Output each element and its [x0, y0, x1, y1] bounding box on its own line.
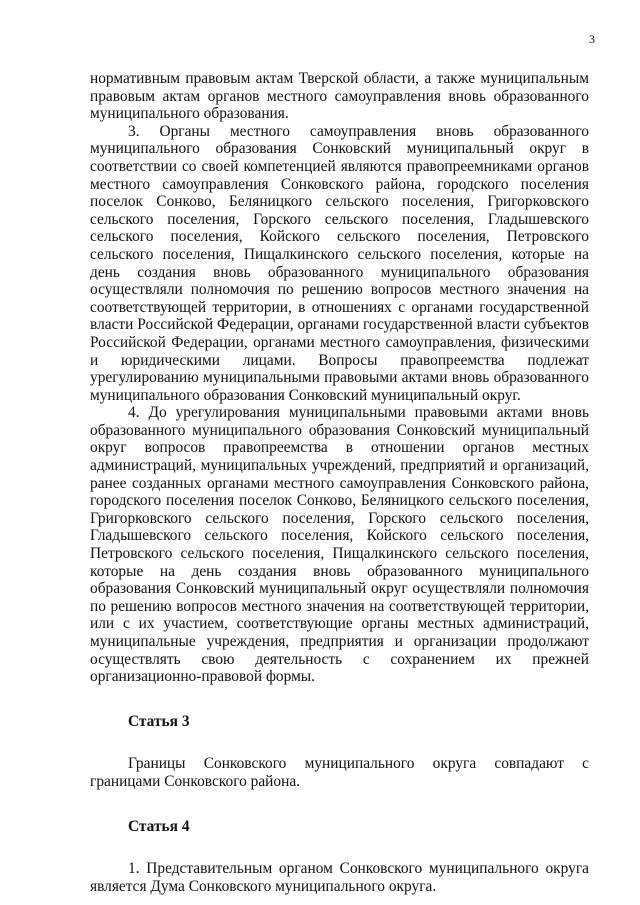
- paragraph-item-4: 4. До урегулирования муниципальными правовыми актами вновь образованного муниципального образования Сонковский муниципальный округ вопросов правопреемства в отношении органов местных администраций, муниципальных учреждений, предприятий и организаций, ранее созданных органами местного самоуправления Сонковского района, городского поселения поселок Сонково, Беляницкого сельского поселения, Григорковского сельского поселения, Горского сельского поселения, Гладышевского сельского поселения, Койского сельского поселения, Петровского сельского поселения, Пищалкинского сельского поселения, которые на день создания вновь образованного муниципального образования Сонковский муниципальный округ осуществляли полномочия по решению вопросов местного значения на соответствующей территории, или с их участием, соответствующие органы местных администраций, муниципальные учреждения, предприятия и организации продолжают осуществлять свою деятельность с сохранением их прежней организационно-правовой формы.: [90, 404, 589, 686]
- paragraph-continuation: нормативным правовым актам Тверской области, а также муниципальным правовым актам органов местного самоуправления вновь образованного муниципального образования.: [90, 70, 589, 123]
- page-number: 3: [589, 32, 595, 46]
- article-4-text: 1. Представительным органом Сонковского муниципального округа является Дума Сонковского муниципального округа.: [90, 860, 589, 895]
- article-4-heading: Статья 4: [128, 817, 190, 835]
- article-3-text: Границы Сонковского муниципального округа совпадают с границами Сонковского района.: [90, 755, 589, 790]
- document-body: [90, 70, 589, 895]
- article-3-heading: Статья 3: [128, 712, 190, 730]
- paragraph-item-3: 3. Органы местного самоуправления вновь образованного муниципального образования Сонковский муниципальный округ в соответствии со своей компетенцией являются правопреемниками органов местного самоуправления Сонковского района, городского поселения поселок Сонково, Беляницкого сельского поселения, Григорковского сельского поселения, Горского сельского поселения, Гладышевского сельского поселения, Койского сельского поселения, Петровского сельского поселения, Пищалкинского сельского поселения, которые на день создания вновь образованного муниципального образования осуществляли полномочия по решению вопросов местного значения на соответствующей территории, в отношениях с органами государственной власти Российской Федерации, органами государственной власти субъектов Российской Федерации, органами местного самоуправления, физическими и юридическими лицами. Вопросы правопреемства подлежат урегулированию муниципальными правовыми актами вновь образованного муниципального образования Сонковский муниципальный округ.: [90, 122, 589, 404]
